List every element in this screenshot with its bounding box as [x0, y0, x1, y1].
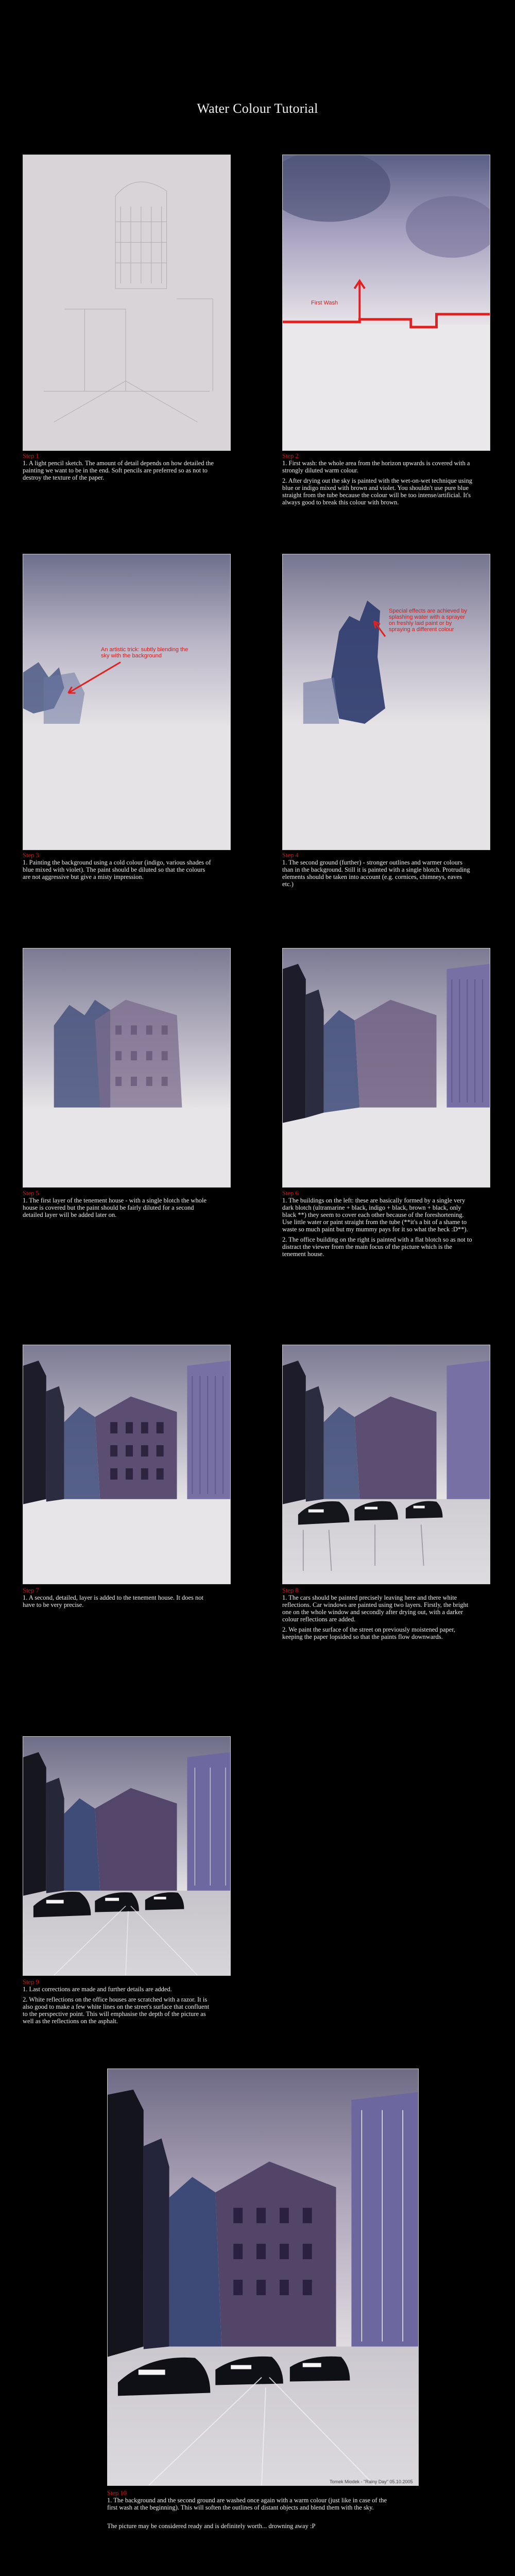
- step-3-text: 1. Painting the background using a cold colour (indigo, various shades of blue mixed with violet). The paint should be diluted so that the colours are not aggressive but give a misty impression.: [23, 859, 211, 880]
- step-10-text-2: The picture may be considered ready and is definitely worth... drowning away :P: [107, 2522, 316, 2530]
- step-8-text-1: 1. The cars should be painted precisely leaving here and there white reflections. Car windows are painted using two layers. Firstly, the bright one on the whole window and secondly after drying out, with a darker colour reflections are added.: [282, 1594, 469, 1623]
- first-wash-note: First Wash: [311, 300, 338, 306]
- painting-step-5: [23, 948, 231, 1188]
- step-3-caption: [23, 852, 214, 884]
- step-8-text-2: 2. We paint the surface of the street on previously moistened paper, keeping the paper lopsided so that the paints flow downwards.: [282, 1626, 456, 1640]
- step-2-text-2: 2. After drying out the sky is painted with the wet-on-wet technique using blue or indigo mixed with brown and violet. You shouldn't use pure blue straight from the tube because the colour will be too intense/artificial. It's always good to break this colour with brown.: [282, 477, 473, 506]
- painting-step-9: [23, 1736, 231, 1976]
- artist-signature: Tomek Miodek - "Rainy Day" 05.10.2005: [330, 2479, 413, 2484]
- special-effects-note: Special effects are achieved by splashing water with a sprayer on freshly laid paint or by spraying a different colour: [389, 608, 468, 633]
- step-10-text-1: 1. The background and the second ground are washed once again with a warm colour (just like in case of the first wash at the beginning). This will soften the outlines of distant objects and blend them with the sky.: [107, 2497, 387, 2511]
- step-5-text: 1. The first layer of the tenement house - with a single blotch the whole house is covered but the paint should be fairly diluted for a second detailed layer will be added later on.: [23, 1197, 207, 1218]
- painting-step-3: [23, 554, 231, 850]
- painting-step-4: [282, 554, 490, 850]
- step-4-text: 1. The second ground (further) - stronger outlines and warmer colours than in the background. Still it is painted with a single blotch. Protruding elements should be taken into account (e.g. cornices, chimneys, eaves etc.): [282, 859, 470, 888]
- step-6-text-2: 2. The office building on the right is painted with a flat blotch so as not to distract the viewer from the main focus of the picture which is the tenement house.: [282, 1236, 472, 1258]
- step-10-caption: [107, 2489, 396, 2533]
- painting-step-6: [282, 948, 490, 1188]
- painting-final: [107, 2069, 419, 2486]
- painting-step-1: [23, 155, 231, 451]
- step-5-caption: [23, 1190, 214, 1222]
- step-7-text: 1. A second, detailed, layer is added to the tenement house. It does not have to be very precise.: [23, 1594, 203, 1608]
- artistic-trick-note: An artistic trick: subtly blending the sky with the background: [101, 647, 188, 659]
- step-9-caption: [23, 1978, 214, 2028]
- step-6-caption: [282, 1190, 474, 1261]
- painting-step-8: [282, 1345, 490, 1584]
- step-5-label: Step 5: [23, 1190, 39, 1197]
- step-2-caption: [282, 452, 474, 509]
- step-1-caption: [23, 452, 214, 484]
- step-7-label: Step 7: [23, 1587, 39, 1594]
- step-8-caption: [282, 1587, 474, 1643]
- step-9-text-1: 1. Last corrections are made and further details are added.: [23, 1986, 172, 1993]
- step-3-label: Step 3: [23, 852, 39, 859]
- step-8-label: Step 8: [282, 1587, 299, 1594]
- page-title: Water Colour Tutorial: [197, 101, 318, 116]
- step-4-label: Step 4: [282, 852, 299, 859]
- step-10-label: Step 10: [107, 2489, 127, 2497]
- step-6-label: Step 6: [282, 1190, 299, 1197]
- step-1-label: Step 1: [23, 452, 39, 460]
- painting-step-7: [23, 1345, 231, 1584]
- step-2-text-1: 1. First wash: the whole area from the horizon upwards is covered with a strongly diluted warm colour.: [282, 460, 470, 474]
- step-2-label: Step 2: [282, 452, 299, 460]
- step-4-caption: [282, 852, 474, 891]
- step-1-text: 1. A light pencil sketch. The amount of detail depends on how detailed the painting we want to be in the end. Soft pencils are preferred so as not to destroy the texture of the paper.: [23, 460, 214, 481]
- step-6-text-1: 1. The buildings on the left: these are basically formed by a single very dark blotch (ultramarine + black, indigo + black, brown + black, only black **) they seem to cover each other because of the foreshortening. Use little water or paint straight from the tube (**it's a bit of a shame to waste so much paint but my mummy pays for it so what the heck :D**).: [282, 1197, 468, 1233]
- step-9-label: Step 9: [23, 1978, 39, 1986]
- step-9-text-2: 2. White reflections on the office houses are scratched with a razor. It is also good to make a few white lines on the street's surface that confluent to the perspective point. This will emphasise the depth of the picture as well as the reflections on the asphalt.: [23, 1996, 210, 2025]
- step-7-caption: [23, 1587, 214, 1612]
